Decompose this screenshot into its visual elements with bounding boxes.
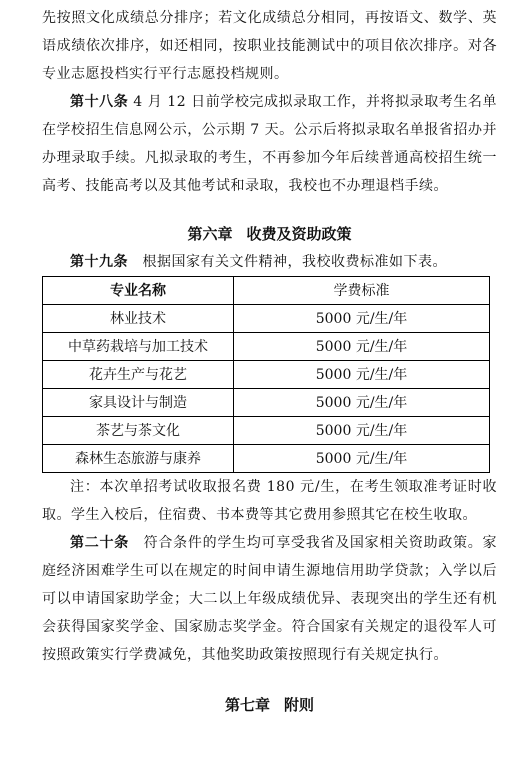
article-18 [42,88,497,200]
major-cell: 中草药栽培与加工技术 [43,333,234,361]
fee-table-header [43,277,490,305]
major-cell: 家具设计与制造 [43,389,234,417]
fee-note: 注：本次单招考试收取报名费 180 元/生，在考生领取准考证时收取。学生入校后，住宿费、书本费等其它费用参照其它在校生收取。 [42,479,497,523]
table-row [43,445,490,473]
article-20-label: 第二十条 [70,535,129,551]
article-19-text: 根据国家有关文件精神，我校收费标准如下表。 [128,254,447,270]
chapter-6-heading [42,220,497,248]
major-cell: 花卉生产与花艺 [43,361,234,389]
chapter-7-title: 附则 [284,696,315,714]
major-cell: 森林生态旅游与康养 [43,445,234,473]
table-row [43,389,490,417]
article-19 [42,248,497,276]
table-row [43,417,490,445]
paragraph-ranking-rules: 先按照文化成绩总分排序；若文化成绩总分相同，再按语文、数学、英语成绩依次排序，如还相同，按职业技能测试中的项目依次排序。对各专业志愿投档实行平行志愿投档规则。 [42,10,497,82]
chapter-6-title: 收费及资助政策 [246,225,352,243]
fee-cell: 5000 元/生/年 [234,305,490,333]
table-row [43,333,490,361]
chapter-7-heading [42,691,497,719]
header-major: 专业名称 [43,277,234,305]
article-18-label: 第十八条 [70,94,129,110]
fee-cell: 5000 元/生/年 [234,333,490,361]
table-row [43,361,490,389]
table-row [43,305,490,333]
chapter-7-label: 第七章 [224,696,270,714]
fee-cell: 5000 元/生/年 [234,445,490,473]
article-18-text: 4 月 12 日前学校完成拟录取工作，并将拟录取考生名单在学校招生信息网公示，公示期 7 天。公示后将拟录取名单报省招办并办理录取手续。凡拟录取的考生，不再参加今年后续普通高校招生统一高考、技能高考以及其他考试和录取，我校也不办理退档手续。 [42,94,497,194]
fee-cell: 5000 元/生/年 [234,389,490,417]
major-cell: 茶艺与茶文化 [43,417,234,445]
fee-cell: 5000 元/生/年 [234,361,490,389]
fee-cell: 5000 元/生/年 [234,417,490,445]
header-fee: 学费标准 [234,277,490,305]
article-19-label: 第十九条 [70,254,128,270]
document-page [42,4,497,719]
article-20 [42,529,497,669]
chapter-6-label: 第六章 [187,225,233,243]
fee-table [42,276,490,473]
article-20-text: 符合条件的学生均可享受我省及国家相关资助政策。家庭经济困难学生可以在规定的时间申请生源地信用助学贷款；入学以后可以申请国家助学金；大二以上年级成绩优异、表现突出的学生还有机会获得国家奖学金、国家励志奖学金。符合国家有关规定的退役军人可按照政策实行学费减免，其他奖助政策按照现行有关规定执行。 [42,535,498,663]
major-cell: 林业技术 [43,305,234,333]
